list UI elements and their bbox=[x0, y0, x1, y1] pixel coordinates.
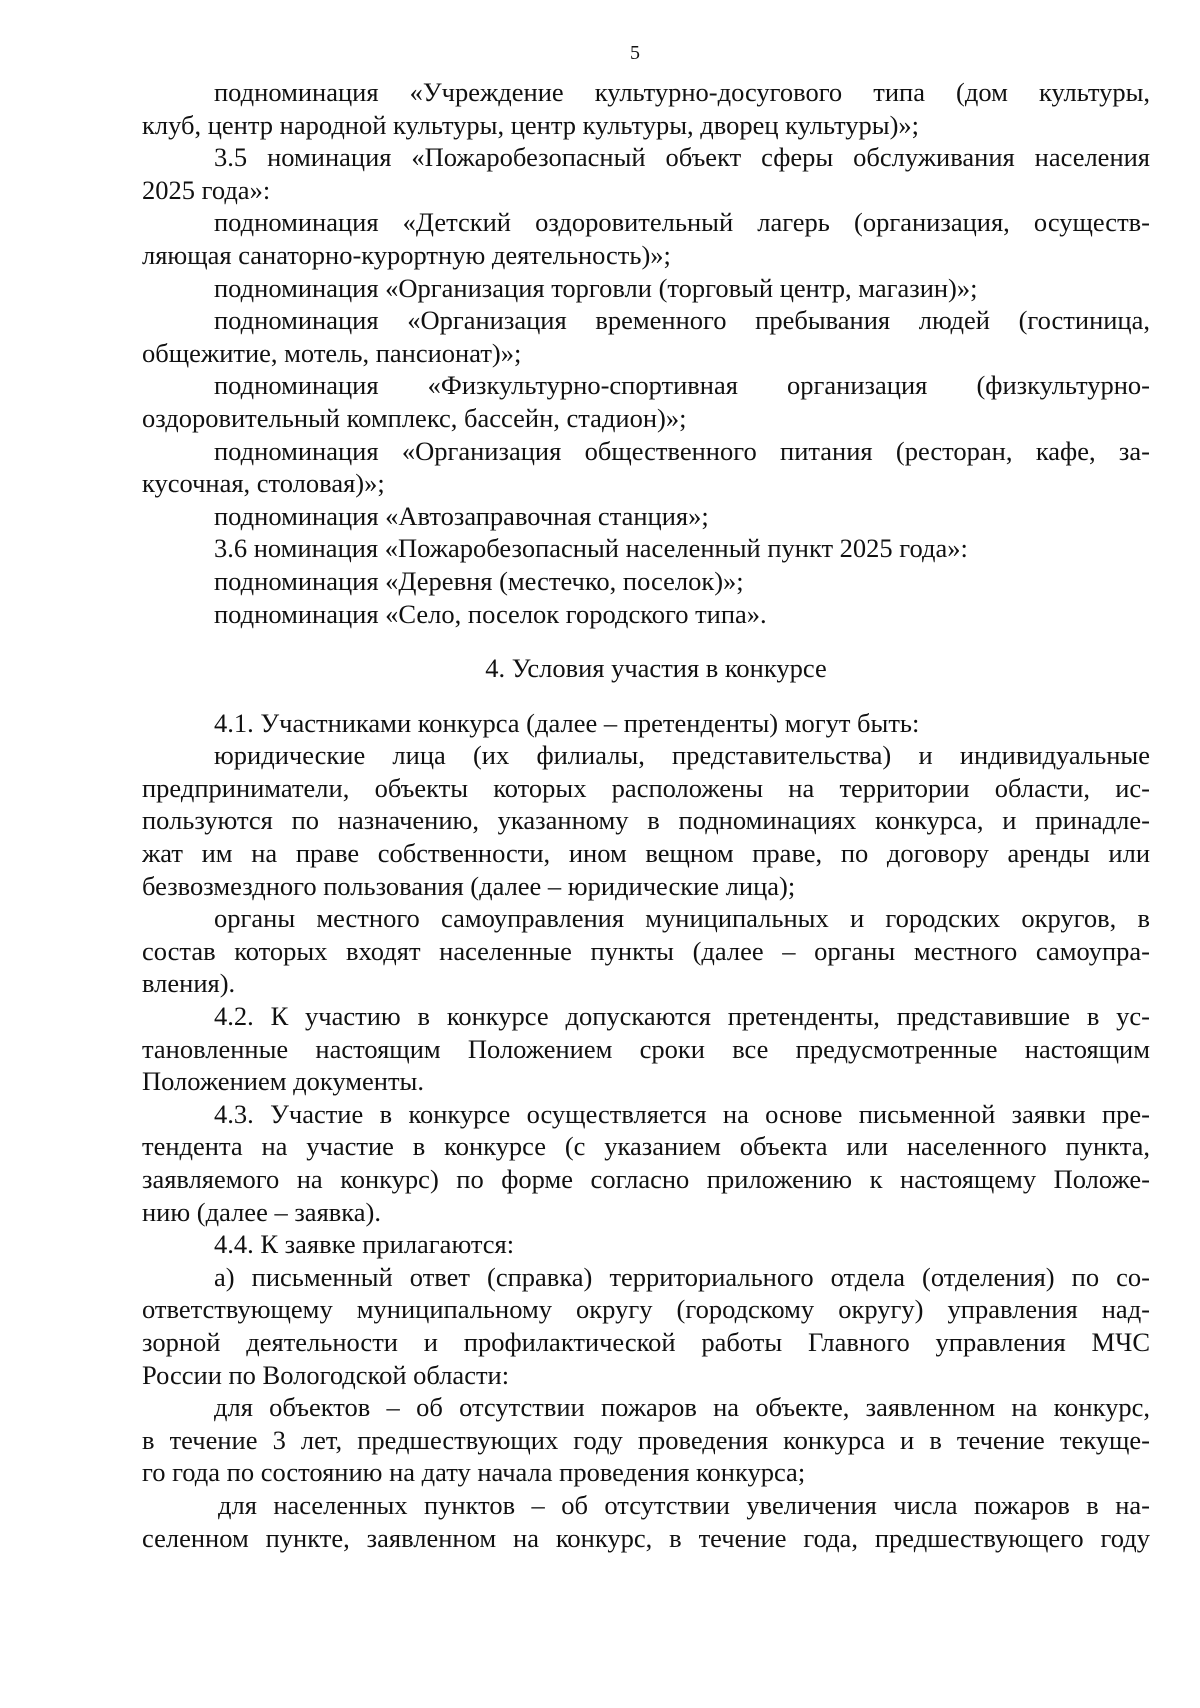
text-line: в течение 3 лет, предшествующих году проведения конкурса и в течение текуще- bbox=[142, 1424, 1150, 1455]
text-line: 4.3. Участие в конкурсе осуществляется на основе письменной заявки пре- bbox=[214, 1098, 1150, 1129]
text-line: состав которых входят населенные пункты (далее – органы местного самоупра- bbox=[142, 935, 1150, 966]
text-line: зорной деятельности и профилактической работы Главного управления МЧС bbox=[142, 1326, 1150, 1357]
text-line: ответствующему муниципальному округу (городскому округу) управления над- bbox=[142, 1294, 1150, 1325]
text-line: подноминация «Детский оздоровительный лагерь (организация, осуществ- bbox=[214, 207, 1150, 238]
text-line: предприниматели, объекты которых расположены на территории области, ис- bbox=[142, 772, 1150, 803]
document-body bbox=[142, 76, 1150, 1554]
text-line: Положением документы. bbox=[142, 1066, 424, 1097]
text-line: кусочная, столовая)»; bbox=[142, 468, 385, 499]
text-line: тановленные настоящим Положением сроки все предусмотренные настоящим bbox=[142, 1033, 1150, 1064]
text-line: ляющая санаторно-курортную деятельность)»; bbox=[142, 239, 671, 270]
text-line: юридические лица (их филиалы, представительства) и индивидуальные bbox=[214, 740, 1150, 771]
section-heading: 4. Условия участия в конкурсе bbox=[485, 653, 827, 684]
text-line: пользуются по назначению, указанному в подноминациях конкурса, и принадле- bbox=[142, 805, 1150, 836]
text-line: 4.4. К заявке прилагаются: bbox=[214, 1229, 515, 1260]
text-line: 2025 года»: bbox=[142, 174, 271, 205]
text-line: подноминация «Деревня (местечко, поселок)»; bbox=[214, 565, 744, 596]
text-line: клуб, центр народной культуры, центр культуры, дворец культуры)»; bbox=[142, 109, 920, 140]
text-line: го года по состоянию на дату начала проведения конкурса; bbox=[142, 1457, 806, 1488]
text-line: подноминация «Село, поселок городского типа». bbox=[214, 598, 767, 629]
text-line: 3.5 номинация «Пожаробезопасный объект сферы обслуживания населения bbox=[214, 142, 1150, 173]
text-line: селенном пункте, заявленном на конкурс, в течение года, предшествующего году bbox=[142, 1522, 1150, 1553]
text-line: 4.2. К участию в конкурсе допускаются претенденты, представившие в ус- bbox=[214, 1001, 1150, 1032]
text-line: подноминация «Организация временного пребывания людей (гостиница, bbox=[214, 305, 1150, 336]
text-line: органы местного самоуправления муниципальных и городских округов, в bbox=[214, 903, 1150, 934]
text-line: подноминация «Организация торговли (торговый центр, магазин)»; bbox=[214, 272, 978, 303]
text-line: тендента на участие в конкурсе (с указанием объекта или населенного пункта, bbox=[142, 1131, 1150, 1162]
text-line: безвозмездного пользования (далее – юридические лица); bbox=[142, 870, 796, 901]
text-line: общежитие, мотель, пансионат)»; bbox=[142, 337, 522, 368]
text-line: 4.1. Участниками конкурса (далее – претенденты) могут быть: bbox=[214, 707, 920, 738]
text-line: России по Вологодской области: bbox=[142, 1359, 510, 1390]
text-line: вления). bbox=[142, 968, 236, 999]
text-line: для объектов – об отсутствии пожаров на объекте, заявленном на конкурс, bbox=[214, 1392, 1150, 1423]
text-line: оздоровительный комплекс, бассейн, стадион)»; bbox=[142, 402, 687, 433]
text-line: жат им на праве собственности, ином вещном праве, по договору аренды или bbox=[142, 838, 1150, 869]
text-line: подноминация «Физкультурно-спортивная организация (физкультурно- bbox=[214, 370, 1150, 401]
text-line: подноминация «Организация общественного питания (ресторан, кафе, за- bbox=[214, 435, 1150, 466]
page-number: 5 bbox=[630, 42, 640, 64]
text-line: а) письменный ответ (справка) территориального отдела (отделения) по со- bbox=[214, 1261, 1150, 1292]
text-line: нию (далее – заявка). bbox=[142, 1196, 381, 1227]
text-line: заявляемого на конкурс) по форме согласно приложению к настоящему Положе- bbox=[142, 1164, 1150, 1194]
text-line: подноминация «Автозаправочная станция»; bbox=[214, 500, 709, 531]
text-line: подноминация «Учреждение культурно-досугового типа (дом культуры, bbox=[214, 77, 1150, 107]
text-line: 3.6 номинация «Пожаробезопасный населенный пункт 2025 года»: bbox=[214, 533, 968, 564]
text-line: для населенных пунктов – об отсутствии увеличения числа пожаров в на- bbox=[218, 1489, 1150, 1520]
